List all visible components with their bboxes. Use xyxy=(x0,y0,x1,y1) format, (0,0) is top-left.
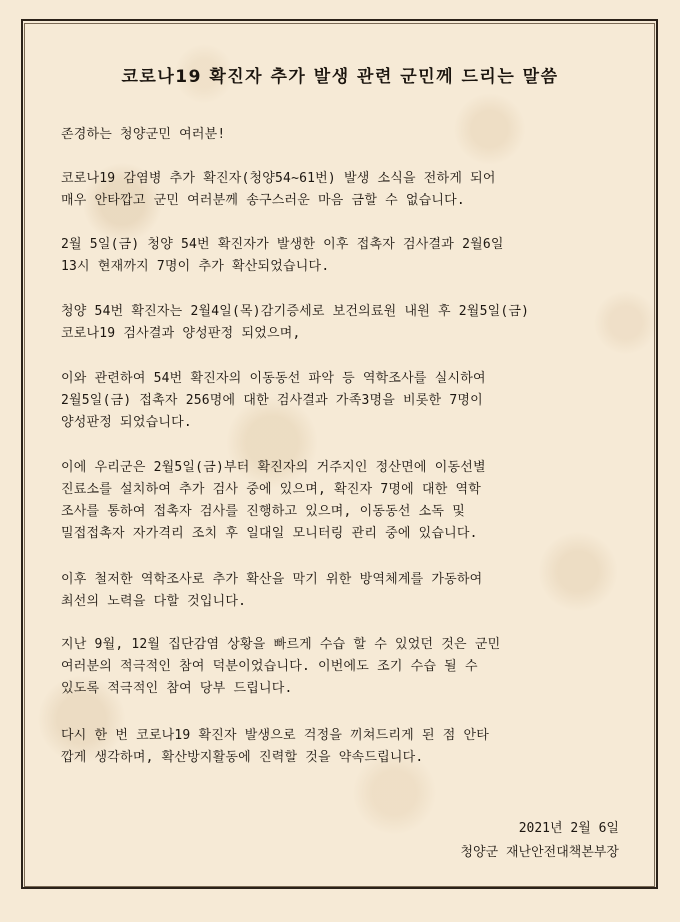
paragraph-line: 깝게 생각하며, 확산방지활동에 진력할 것을 약속드립니다. xyxy=(61,750,424,765)
paragraph-4 xyxy=(61,368,619,434)
paragraph-line: 진료소를 설치하여 추가 검사 중에 있으며, 확진자 7명에 대한 역학 xyxy=(61,482,482,497)
paragraph-line: 여러분의 적극적인 참여 덕분이었습니다. 이번에도 조기 수습 될 수 xyxy=(61,659,478,674)
paragraph-line: 코로나19 검사결과 양성판정 되었으며, xyxy=(61,326,301,341)
paragraph-line: 청양 54번 확진자는 2월4일(목)감기증세로 보건의료원 내원 후 2월5일(금) xyxy=(61,304,530,319)
paragraph-line: 다시 한 번 코로나19 확진자 발생으로 걱정을 끼쳐드리게 된 점 안타 xyxy=(61,728,490,743)
paragraph-line: 매우 안타깝고 군민 여러분께 송구스러운 마음 금할 수 없습니다. xyxy=(61,193,465,208)
paragraph-1 xyxy=(61,168,619,212)
paragraph-line: 밀접접촉자 자가격리 조치 후 일대일 모니터링 관리 중에 있습니다. xyxy=(61,526,478,541)
paragraph-line: 이후 철저한 역학조사로 추가 확산을 막기 위한 방역체계를 가동하여 xyxy=(61,572,483,587)
paragraph-6 xyxy=(61,569,619,613)
paragraph-line: 조사를 통하여 접촉자 검사를 진행하고 있으며, 이동동선 소독 및 xyxy=(61,504,465,519)
paragraph-7 xyxy=(61,634,619,700)
signature: 청양군 재난안전대책본부장 xyxy=(460,845,619,860)
paragraph-8 xyxy=(61,725,619,769)
greeting: 존경하는 청양군민 여러분! xyxy=(61,127,226,142)
paragraph-line: 양성판정 되었습니다. xyxy=(61,415,192,430)
paragraph-5 xyxy=(61,457,619,545)
paragraph-line: 2월 5일(금) 청양 54번 확진자가 발생한 이후 접촉자 검사결과 2월6일 xyxy=(61,237,504,252)
paragraph-line: 2월5일(금) 접촉자 256명에 대한 검사결과 가족3명을 비롯한 7명이 xyxy=(61,393,483,408)
paragraph-line: 코로나19 감염병 추가 확진자(청양54~61번) 발생 소식을 전하게 되어 xyxy=(61,171,496,186)
paragraph-line: 있도록 적극적인 참여 당부 드립니다. xyxy=(61,681,293,696)
paragraph-line: 최선의 노력을 다할 것입니다. xyxy=(61,594,247,609)
paragraph-line: 지난 9월, 12월 집단감염 상황을 빠르게 수습 할 수 있었던 것은 군민 xyxy=(61,637,501,652)
paragraph-3 xyxy=(61,301,619,345)
paragraph-2 xyxy=(61,234,619,278)
paragraph-line: 이에 우리군은 2월5일(금)부터 확진자의 거주지인 정산면에 이동선별 xyxy=(61,460,486,475)
document-title: 코로나19 확진자 추가 발생 관련 군민께 드리는 말씀 xyxy=(121,67,559,87)
paragraph-line: 이와 관련하여 54번 확진자의 이동동선 파악 등 역학조사를 실시하여 xyxy=(61,371,486,386)
document-date: 2021년 2월 6일 xyxy=(518,821,619,836)
paragraph-line: 13시 현재까지 7명이 추가 확산되었습니다. xyxy=(61,259,330,274)
